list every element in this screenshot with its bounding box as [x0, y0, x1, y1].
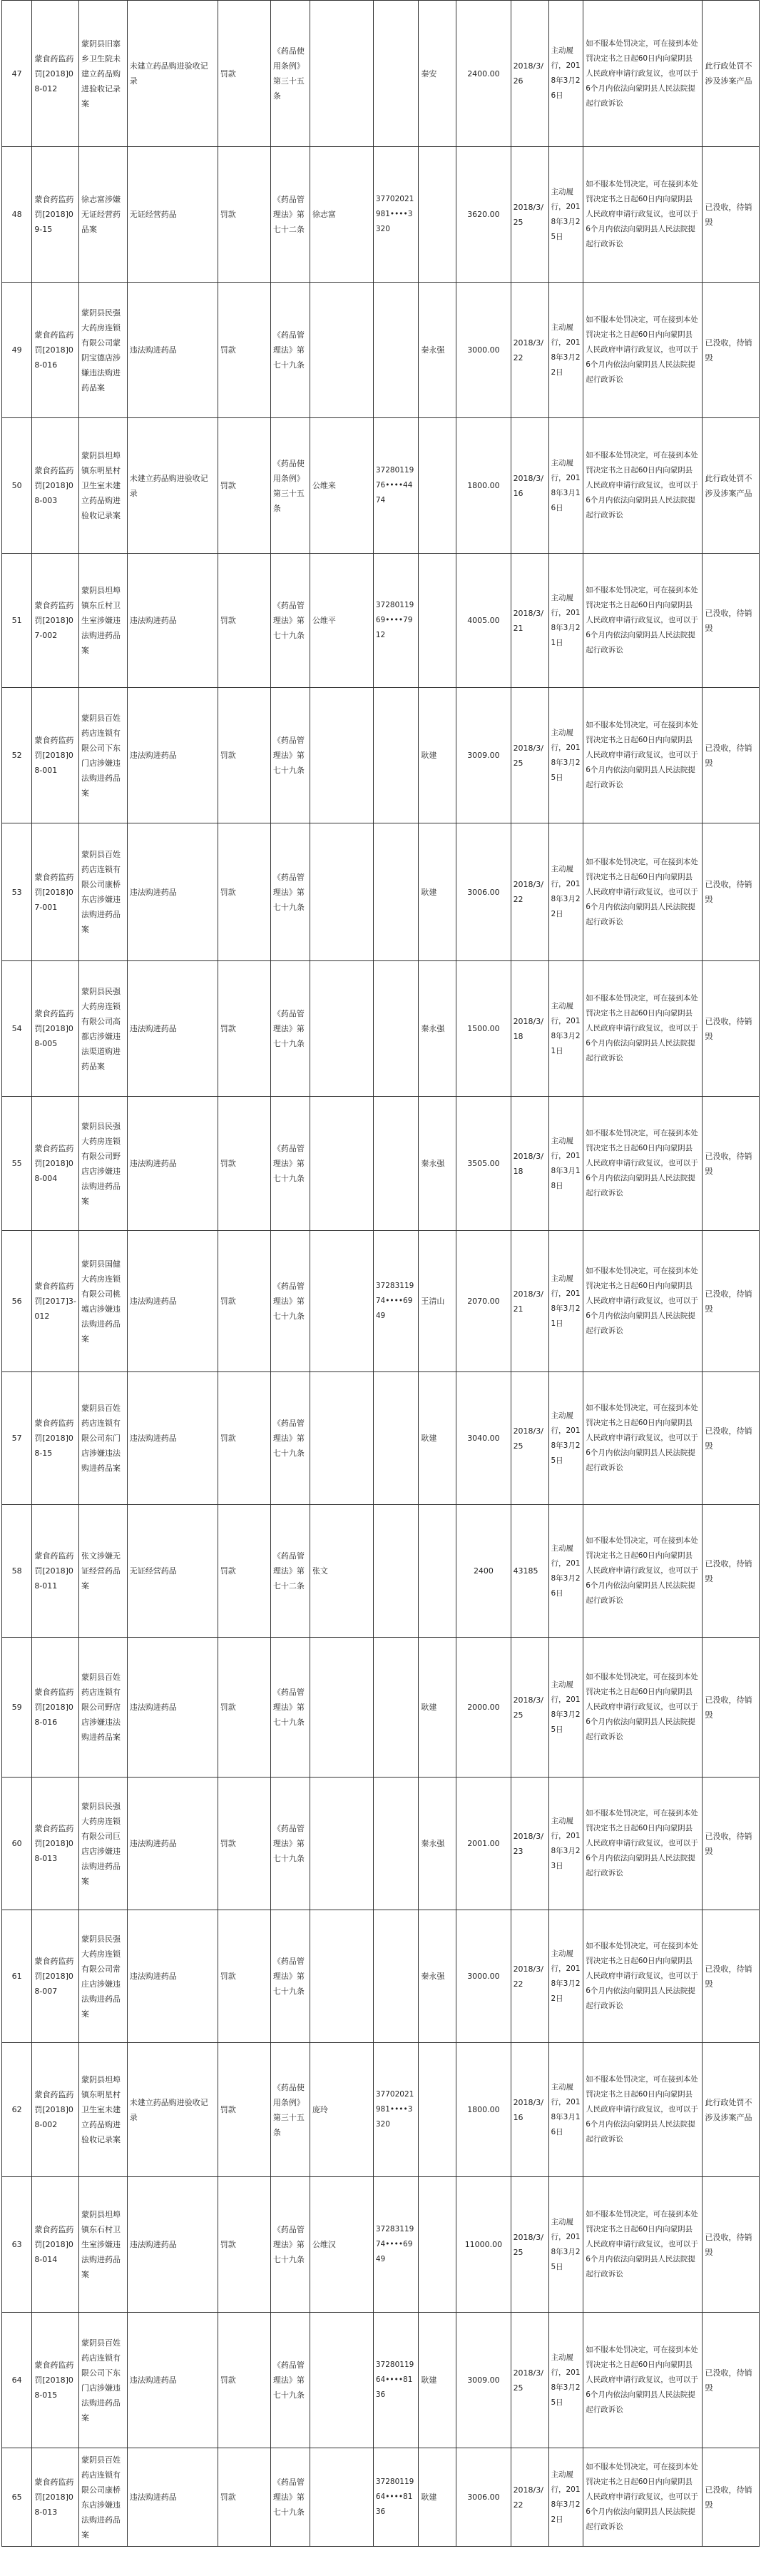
row-number: 47: [2, 1, 32, 147]
document-number: 蒙食药监药罚[2018]07-001: [32, 823, 79, 961]
id-number: 3728311974••••6949: [373, 2177, 419, 2313]
violation-fact: 违法购进药品: [127, 1910, 218, 2043]
fine-amount: 2400.00: [456, 1, 511, 147]
document-number: 蒙食药监药罚[2018]08-15: [32, 1372, 79, 1505]
row-number: 49: [2, 283, 32, 418]
remark: 已没收，待销毁: [703, 1505, 760, 1638]
penalty-type: 罚款: [218, 823, 270, 961]
legal-basis: 《药品管理法》第七十二条: [270, 1505, 310, 1638]
case-name: 蒙阴县坦埠镇东丘村卫生室涉嫌违法购进药品案: [78, 554, 127, 688]
penalty-type: 罚款: [218, 1505, 270, 1638]
fine-amount: 11000.00: [456, 2177, 511, 2313]
legal-basis: 《药品管理法》第七十九条: [270, 283, 310, 418]
penalty-date: 2018/3/25: [511, 147, 548, 283]
id-number: [373, 961, 419, 1097]
remark: 已没收，待销毁: [703, 688, 760, 823]
fulfillment: 主动履行，2018年3月26日: [548, 1505, 583, 1638]
person-name: 徐志富: [310, 147, 373, 283]
legal-representative: [419, 1505, 456, 1638]
penalty-date: 2018/3/23: [511, 1778, 548, 1910]
legal-representative: 秦永强: [419, 1778, 456, 1910]
remedy-notice: 如不服本处罚决定，可在接到本处罚决定书之日起60日内向蒙阴县人民政府申请行政复议，也可以于6个月内依法向蒙阴县人民法院提起行政诉讼: [583, 283, 703, 418]
person-name: [310, 961, 373, 1097]
person-name: [310, 688, 373, 823]
table-body: [2, 1, 760, 2547]
penalty-type: 罚款: [218, 147, 270, 283]
case-name: 蒙阴县民强大药房连锁有限公司常庄店涉嫌违法购进药品案: [78, 1910, 127, 2043]
person-name: [310, 1097, 373, 1231]
legal-basis: 《药品管理法》第七十九条: [270, 823, 310, 961]
fine-amount: 3000.00: [456, 283, 511, 418]
legal-basis: 《药品管理法》第七十九条: [270, 2448, 310, 2547]
legal-representative: [419, 554, 456, 688]
penalty-date: 2018/3/25: [511, 2313, 548, 2448]
document-number: 蒙食药监药罚[2018]08-004: [32, 1097, 79, 1231]
table-row: [2, 1372, 760, 1505]
person-name: [310, 1231, 373, 1372]
violation-fact: 违法购进药品: [127, 823, 218, 961]
table-row: [2, 1910, 760, 2043]
remedy-notice: 如不服本处罚决定，可在接到本处罚决定书之日起60日内向蒙阴县人民政府申请行政复议，也可以于6个月内依法向蒙阴县人民法院提起行政诉讼: [583, 2043, 703, 2177]
remark: 已没收，待销毁: [703, 554, 760, 688]
penalty-type: 罚款: [218, 688, 270, 823]
remark: 此行政处罚不涉及涉案产品: [703, 2043, 760, 2177]
fine-amount: 2000.00: [456, 1638, 511, 1778]
table-row: [2, 2448, 760, 2547]
row-number: 50: [2, 418, 32, 554]
id-number: 3728011964••••8136: [373, 2313, 419, 2448]
fulfillment: 主动履行，2018年3月25日: [548, 2177, 583, 2313]
id-number: [373, 1638, 419, 1778]
remedy-notice: 如不服本处罚决定，可在接到本处罚决定书之日起60日内向蒙阴县人民政府申请行政复议，也可以于6个月内依法向蒙阴县人民法院提起行政诉讼: [583, 1638, 703, 1778]
fine-amount: 2001.00: [456, 1778, 511, 1910]
remedy-notice: 如不服本处罚决定，可在接到本处罚决定书之日起60日内向蒙阴县人民政府申请行政复议，也可以于6个月内依法向蒙阴县人民法院提起行政诉讼: [583, 2313, 703, 2448]
penalty-date: 2018/3/18: [511, 1097, 548, 1231]
penalty-type: 罚款: [218, 1231, 270, 1372]
document-number: 蒙食药监药罚[2018]08-002: [32, 2043, 79, 2177]
document-number: 蒙食药监药罚[2018]08-014: [32, 2177, 79, 2313]
remark: 已没收，待销毁: [703, 1372, 760, 1505]
fulfillment: 主动履行，2018年3月21日: [548, 961, 583, 1097]
person-name: [310, 1778, 373, 1910]
violation-fact: 未建立药品购进验收记录: [127, 2043, 218, 2177]
case-name: 蒙阴县百姓药店连锁有限公司下东门店涉嫌违法购进药品案: [78, 2313, 127, 2448]
penalty-date: 2018/3/18: [511, 961, 548, 1097]
remedy-notice: 如不服本处罚决定，可在接到本处罚决定书之日起60日内向蒙阴县人民政府申请行政复议，也可以于6个月内依法向蒙阴县人民法院提起行政诉讼: [583, 1372, 703, 1505]
case-name: 蒙阴县百姓药店连锁有限公司东门店涉嫌违法购进药品案: [78, 1372, 127, 1505]
id-number: [373, 283, 419, 418]
case-name: 张文涉嫌无证经营药品案: [78, 1505, 127, 1638]
penalty-date: 43185: [511, 1505, 548, 1638]
document-number: 蒙食药监药罚[2018]08-012: [32, 1, 79, 147]
row-number: 65: [2, 2448, 32, 2547]
penalty-date: 2018/3/22: [511, 1910, 548, 2043]
remark: 已没收，待销毁: [703, 1910, 760, 2043]
table-row: [2, 1, 760, 147]
table-row: [2, 418, 760, 554]
fulfillment: 主动履行，2018年3月21日: [548, 1231, 583, 1372]
fulfillment: 主动履行，2018年3月16日: [548, 2043, 583, 2177]
remark: 此行政处罚不涉及涉案产品: [703, 1, 760, 147]
fine-amount: 3009.00: [456, 2313, 511, 2448]
legal-representative: 秦永强: [419, 1097, 456, 1231]
fulfillment: 主动履行，2018年3月25日: [548, 1638, 583, 1778]
table-row: [2, 2177, 760, 2313]
legal-representative: [419, 147, 456, 283]
penalty-type: 罚款: [218, 2448, 270, 2547]
violation-fact: 无证经营药品: [127, 147, 218, 283]
penalty-type: 罚款: [218, 1638, 270, 1778]
legal-basis: 《药品管理法》第七十九条: [270, 2177, 310, 2313]
violation-fact: 违法购进药品: [127, 1097, 218, 1231]
penalty-date: 2018/3/16: [511, 418, 548, 554]
penalty-type: 罚款: [218, 1372, 270, 1505]
row-number: 53: [2, 823, 32, 961]
remark: 已没收，待销毁: [703, 2177, 760, 2313]
penalty-date: 2018/3/25: [511, 1638, 548, 1778]
penalty-type: 罚款: [218, 1097, 270, 1231]
row-number: 58: [2, 1505, 32, 1638]
id-number: [373, 1778, 419, 1910]
violation-fact: 违法购进药品: [127, 554, 218, 688]
legal-basis: 《药品管理法》第七十九条: [270, 961, 310, 1097]
case-name: 徐志富涉嫌无证经营药品案: [78, 147, 127, 283]
person-name: [310, 2448, 373, 2547]
penalty-type: 罚款: [218, 283, 270, 418]
row-number: 59: [2, 1638, 32, 1778]
fine-amount: 1800.00: [456, 418, 511, 554]
case-name: 蒙阴县民强大药房连锁有限公司巨店店涉嫌违法购进药品案: [78, 1778, 127, 1910]
fine-amount: 1500.00: [456, 961, 511, 1097]
row-number: 57: [2, 1372, 32, 1505]
violation-fact: 违法购进药品: [127, 688, 218, 823]
legal-basis: 《药品管理法》第七十九条: [270, 554, 310, 688]
fine-amount: 2400: [456, 1505, 511, 1638]
penalty-type: 罚款: [218, 1778, 270, 1910]
penalty-type: 罚款: [218, 1, 270, 147]
fulfillment: 主动履行，2018年3月26日: [548, 1, 583, 147]
fulfillment: 主动履行，2018年3月22日: [548, 283, 583, 418]
id-number: 3728011969••••7912: [373, 554, 419, 688]
table-row: [2, 823, 760, 961]
remark: 已没收，待销毁: [703, 2313, 760, 2448]
case-name: 蒙阴县民强大药房连锁有限公司野店店涉嫌违法购进药品案: [78, 1097, 127, 1231]
remark: 已没收，待销毁: [703, 2448, 760, 2547]
row-number: 52: [2, 688, 32, 823]
legal-basis: 《药品使用条例》第三十五条: [270, 1, 310, 147]
person-name: [310, 1, 373, 147]
table-row: [2, 147, 760, 283]
person-name: 张文: [310, 1505, 373, 1638]
remedy-notice: 如不服本处罚决定，可在接到本处罚决定书之日起60日内向蒙阴县人民政府申请行政复议，也可以于6个月内依法向蒙阴县人民法院提起行政诉讼: [583, 147, 703, 283]
remedy-notice: 如不服本处罚决定，可在接到本处罚决定书之日起60日内向蒙阴县人民政府申请行政复议，也可以于6个月内依法向蒙阴县人民法院提起行政诉讼: [583, 1910, 703, 2043]
legal-representative: 耿建: [419, 1638, 456, 1778]
legal-representative: 耿建: [419, 1372, 456, 1505]
remedy-notice: 如不服本处罚决定，可在接到本处罚决定书之日起60日内向蒙阴县人民政府申请行政复议，也可以于6个月内依法向蒙阴县人民法院提起行政诉讼: [583, 2177, 703, 2313]
legal-basis: 《药品管理法》第七十九条: [270, 1097, 310, 1231]
id-number: [373, 1097, 419, 1231]
table-row: [2, 554, 760, 688]
table-row: [2, 688, 760, 823]
document-number: 蒙食药监药罚[2018]08-005: [32, 961, 79, 1097]
row-number: 48: [2, 147, 32, 283]
legal-representative: 秦永强: [419, 283, 456, 418]
penalty-date: 2018/3/16: [511, 2043, 548, 2177]
penalty-table: [1, 0, 760, 2547]
penalty-date: 2018/3/25: [511, 688, 548, 823]
legal-basis: 《药品管理法》第七十九条: [270, 1638, 310, 1778]
document-number: 蒙食药监药罚[2017]3-012: [32, 1231, 79, 1372]
document-number: 蒙食药监药罚[2018]08-003: [32, 418, 79, 554]
id-number: 37702021981••••3320: [373, 147, 419, 283]
violation-fact: 违法购进药品: [127, 2313, 218, 2448]
row-number: 56: [2, 1231, 32, 1372]
legal-representative: 王清山: [419, 1231, 456, 1372]
fine-amount: 1800.00: [456, 2043, 511, 2177]
person-name: 公维平: [310, 554, 373, 688]
row-number: 61: [2, 1910, 32, 2043]
table-row: [2, 283, 760, 418]
fine-amount: 3009.00: [456, 688, 511, 823]
case-name: 蒙阴县民强大药房连锁有限公司高都店涉嫌违法渠道购进药品案: [78, 961, 127, 1097]
fulfillment: 主动履行，2018年3月25日: [548, 688, 583, 823]
person-name: [310, 1638, 373, 1778]
case-name: 蒙阴县坦埠镇东明星村卫生室未建立药品购进验收记录案: [78, 2043, 127, 2177]
legal-basis: 《药品管理法》第七十九条: [270, 2313, 310, 2448]
id-number: [373, 1, 419, 147]
remark: 已没收，待销毁: [703, 1638, 760, 1778]
legal-representative: [419, 418, 456, 554]
penalty-date: 2018/3/21: [511, 554, 548, 688]
fine-amount: 2070.00: [456, 1231, 511, 1372]
violation-fact: 违法购进药品: [127, 2177, 218, 2313]
fine-amount: 3040.00: [456, 1372, 511, 1505]
person-name: [310, 823, 373, 961]
id-number: [373, 688, 419, 823]
fulfillment: 主动履行，2018年3月25日: [548, 1372, 583, 1505]
row-number: 54: [2, 961, 32, 1097]
row-number: 60: [2, 1778, 32, 1910]
penalty-date: 2018/3/22: [511, 823, 548, 961]
remark: 已没收，待销毁: [703, 147, 760, 283]
remedy-notice: 如不服本处罚决定，可在接到本处罚决定书之日起60日内向蒙阴县人民政府申请行政复议，也可以于6个月内依法向蒙阴县人民法院提起行政诉讼: [583, 418, 703, 554]
fine-amount: 4005.00: [456, 554, 511, 688]
case-name: 蒙阴县百姓药店连锁有限公司康桥东店涉嫌违法购进药品案: [78, 2448, 127, 2547]
table-row: [2, 1097, 760, 1231]
person-name: 庞玲: [310, 2043, 373, 2177]
document-number: 蒙食药监药罚[2018]08-016: [32, 283, 79, 418]
id-number: [373, 1505, 419, 1638]
penalty-date: 2018/3/26: [511, 1, 548, 147]
table-row: [2, 1505, 760, 1638]
row-number: 64: [2, 2313, 32, 2448]
remark: 已没收，待销毁: [703, 283, 760, 418]
legal-representative: 秦永强: [419, 1910, 456, 2043]
row-number: 62: [2, 2043, 32, 2177]
table-row: [2, 2043, 760, 2177]
table-row: [2, 2313, 760, 2448]
violation-fact: 违法购进药品: [127, 1778, 218, 1910]
violation-fact: 未建立药品购进验收记录: [127, 418, 218, 554]
person-name: 公维来: [310, 418, 373, 554]
legal-representative: 耿建: [419, 2313, 456, 2448]
remark: 已没收，待销毁: [703, 1231, 760, 1372]
violation-fact: 违法购进药品: [127, 961, 218, 1097]
fine-amount: 3620.00: [456, 147, 511, 283]
legal-basis: 《药品管理法》第七十九条: [270, 1910, 310, 2043]
fulfillment: 主动履行，2018年3月22日: [548, 2448, 583, 2547]
penalty-type: 罚款: [218, 1910, 270, 2043]
penalty-date: 2018/3/21: [511, 1231, 548, 1372]
violation-fact: 违法购进药品: [127, 1372, 218, 1505]
person-name: [310, 1372, 373, 1505]
penalty-type: 罚款: [218, 2043, 270, 2177]
legal-representative: 秦安: [419, 1, 456, 147]
fulfillment: 主动履行，2018年3月16日: [548, 418, 583, 554]
remedy-notice: 如不服本处罚决定，可在接到本处罚决定书之日起60日内向蒙阴县人民政府申请行政复议，也可以于6个月内依法向蒙阴县人民法院提起行政诉讼: [583, 554, 703, 688]
document-number: 蒙食药监药罚[2018]09-15: [32, 147, 79, 283]
id-number: 3728311974••••6949: [373, 1231, 419, 1372]
legal-basis: 《药品管理法》第七十九条: [270, 1372, 310, 1505]
penalty-date: 2018/3/25: [511, 2177, 548, 2313]
document-number: 蒙食药监药罚[2018]08-015: [32, 2313, 79, 2448]
id-number: [373, 1910, 419, 2043]
violation-fact: 违法购进药品: [127, 1231, 218, 1372]
remedy-notice: 如不服本处罚决定，可在接到本处罚决定书之日起60日内向蒙阴县人民政府申请行政复议，也可以于6个月内依法向蒙阴县人民法院提起行政诉讼: [583, 961, 703, 1097]
fulfillment: 主动履行，2018年3月25日: [548, 147, 583, 283]
remedy-notice: 如不服本处罚决定，可在接到本处罚决定书之日起60日内向蒙阴县人民政府申请行政复议，也可以于6个月内依法向蒙阴县人民法院提起行政诉讼: [583, 823, 703, 961]
table-row: [2, 1778, 760, 1910]
case-name: 蒙阴县百姓药店连锁有限公司野店店涉嫌违法购进药品案: [78, 1638, 127, 1778]
case-name: 蒙阴县坦埠镇东石村卫生室涉嫌违法购进药品案: [78, 2177, 127, 2313]
remark: 已没收，待销毁: [703, 1097, 760, 1231]
legal-representative: 耿建: [419, 2448, 456, 2547]
remedy-notice: 如不服本处罚决定，可在接到本处罚决定书之日起60日内向蒙阴县人民政府申请行政复议，也可以于6个月内依法向蒙阴县人民法院提起行政诉讼: [583, 1505, 703, 1638]
legal-representative: 秦永强: [419, 961, 456, 1097]
id-number: [373, 1372, 419, 1505]
violation-fact: 违法购进药品: [127, 1638, 218, 1778]
legal-representative: [419, 2177, 456, 2313]
document-number: 蒙食药监药罚[2018]08-013: [32, 2448, 79, 2547]
violation-fact: 无证经营药品: [127, 1505, 218, 1638]
remedy-notice: 如不服本处罚决定，可在接到本处罚决定书之日起60日内向蒙阴县人民政府申请行政复议，也可以于6个月内依法向蒙阴县人民法院提起行政诉讼: [583, 1097, 703, 1231]
violation-fact: 违法购进药品: [127, 283, 218, 418]
document-number: 蒙食药监药罚[2018]08-011: [32, 1505, 79, 1638]
penalty-type: 罚款: [218, 418, 270, 554]
remedy-notice: 如不服本处罚决定，可在接到本处罚决定书之日起60日内向蒙阴县人民政府申请行政复议，也可以于6个月内依法向蒙阴县人民法院提起行政诉讼: [583, 688, 703, 823]
document-number: 蒙食药监药罚[2018]08-001: [32, 688, 79, 823]
fine-amount: 3000.00: [456, 1910, 511, 2043]
table-row: [2, 961, 760, 1097]
legal-basis: 《药品管理法》第七十九条: [270, 688, 310, 823]
id-number: [373, 823, 419, 961]
legal-basis: 《药品管理法》第七十九条: [270, 1778, 310, 1910]
row-number: 55: [2, 1097, 32, 1231]
fine-amount: 3006.00: [456, 2448, 511, 2547]
legal-representative: [419, 2043, 456, 2177]
remark: 此行政处罚不涉及涉案产品: [703, 418, 760, 554]
violation-fact: 未建立药品购进验收记录: [127, 1, 218, 147]
case-name: 蒙阴县坦埠镇东明星村卫生室未建立药品购进验收记录案: [78, 418, 127, 554]
fulfillment: 主动履行，2018年3月21日: [548, 554, 583, 688]
document-number: 蒙食药监药罚[2018]08-016: [32, 1638, 79, 1778]
legal-basis: 《药品使用条例》第三十五条: [270, 2043, 310, 2177]
legal-basis: 《药品使用条例》第三十五条: [270, 418, 310, 554]
remedy-notice: 如不服本处罚决定，可在接到本处罚决定书之日起60日内向蒙阴县人民政府申请行政复议，也可以于6个月内依法向蒙阴县人民法院提起行政诉讼: [583, 2448, 703, 2547]
fine-amount: 3505.00: [456, 1097, 511, 1231]
penalty-type: 罚款: [218, 961, 270, 1097]
fulfillment: 主动履行，2018年3月18日: [548, 1097, 583, 1231]
case-name: 蒙阴县国健大药房连锁有限公司桃墟店涉嫌违法购进药品案: [78, 1231, 127, 1372]
legal-representative: 耿建: [419, 823, 456, 961]
penalty-type: 罚款: [218, 2177, 270, 2313]
row-number: 63: [2, 2177, 32, 2313]
person-name: [310, 1910, 373, 2043]
fulfillment: 主动履行，2018年3月25日: [548, 2313, 583, 2448]
remark: 已没收，待销毁: [703, 1778, 760, 1910]
penalty-date: 2018/3/25: [511, 1372, 548, 1505]
penalty-type: 罚款: [218, 554, 270, 688]
document-number: 蒙食药监药罚[2018]08-013: [32, 1778, 79, 1910]
legal-basis: 《药品管理法》第七十九条: [270, 1231, 310, 1372]
id-number: 3728011976••••4474: [373, 418, 419, 554]
table-row: [2, 1638, 760, 1778]
remark: 已没收，待销毁: [703, 961, 760, 1097]
fine-amount: 3006.00: [456, 823, 511, 961]
fulfillment: 主动履行，2018年3月23日: [548, 1778, 583, 1910]
penalty-type: 罚款: [218, 2313, 270, 2448]
remedy-notice: 如不服本处罚决定，可在接到本处罚决定书之日起60日内向蒙阴县人民政府申请行政复议，也可以于6个月内依法向蒙阴县人民法院提起行政诉讼: [583, 1778, 703, 1910]
table-row: [2, 1231, 760, 1372]
document-number: 蒙食药监药罚[2018]08-007: [32, 1910, 79, 2043]
person-name: [310, 283, 373, 418]
remark: 已没收，待销毁: [703, 823, 760, 961]
penalty-date: 2018/3/22: [511, 2448, 548, 2547]
fulfillment: 主动履行，2018年3月22日: [548, 823, 583, 961]
remedy-notice: 如不服本处罚决定，可在接到本处罚决定书之日起60日内向蒙阴县人民政府申请行政复议，也可以于6个月内依法向蒙阴县人民法院提起行政诉讼: [583, 1231, 703, 1372]
id-number: 37702021981••••3320: [373, 2043, 419, 2177]
legal-basis: 《药品管理法》第七十二条: [270, 147, 310, 283]
remedy-notice: 如不服本处罚决定，可在接到本处罚决定书之日起60日内向蒙阴县人民政府申请行政复议，也可以于6个月内依法向蒙阴县人民法院提起行政诉讼: [583, 1, 703, 147]
penalty-date: 2018/3/22: [511, 283, 548, 418]
person-name: [310, 2313, 373, 2448]
legal-representative: 耿建: [419, 688, 456, 823]
document-number: 蒙食药监药罚[2018]07-002: [32, 554, 79, 688]
row-number: 51: [2, 554, 32, 688]
case-name: 蒙阴县百姓药店连锁有限公司下东门店涉嫌违法购进药品案: [78, 688, 127, 823]
case-name: 蒙阴县百姓药店连锁有限公司康桥东店涉嫌违法购进药品案: [78, 823, 127, 961]
fulfillment: 主动履行，2018年3月22日: [548, 1910, 583, 2043]
person-name: 公维汉: [310, 2177, 373, 2313]
case-name: 蒙阴县旧寨乡卫生院未建立药品购进验收记录案: [78, 1, 127, 147]
case-name: 蒙阴县民强大药房连锁有限公司蒙阴宝德店涉嫌违法购进药品案: [78, 283, 127, 418]
id-number: 3728011964••••8136: [373, 2448, 419, 2547]
violation-fact: 违法购进药品: [127, 2448, 218, 2547]
